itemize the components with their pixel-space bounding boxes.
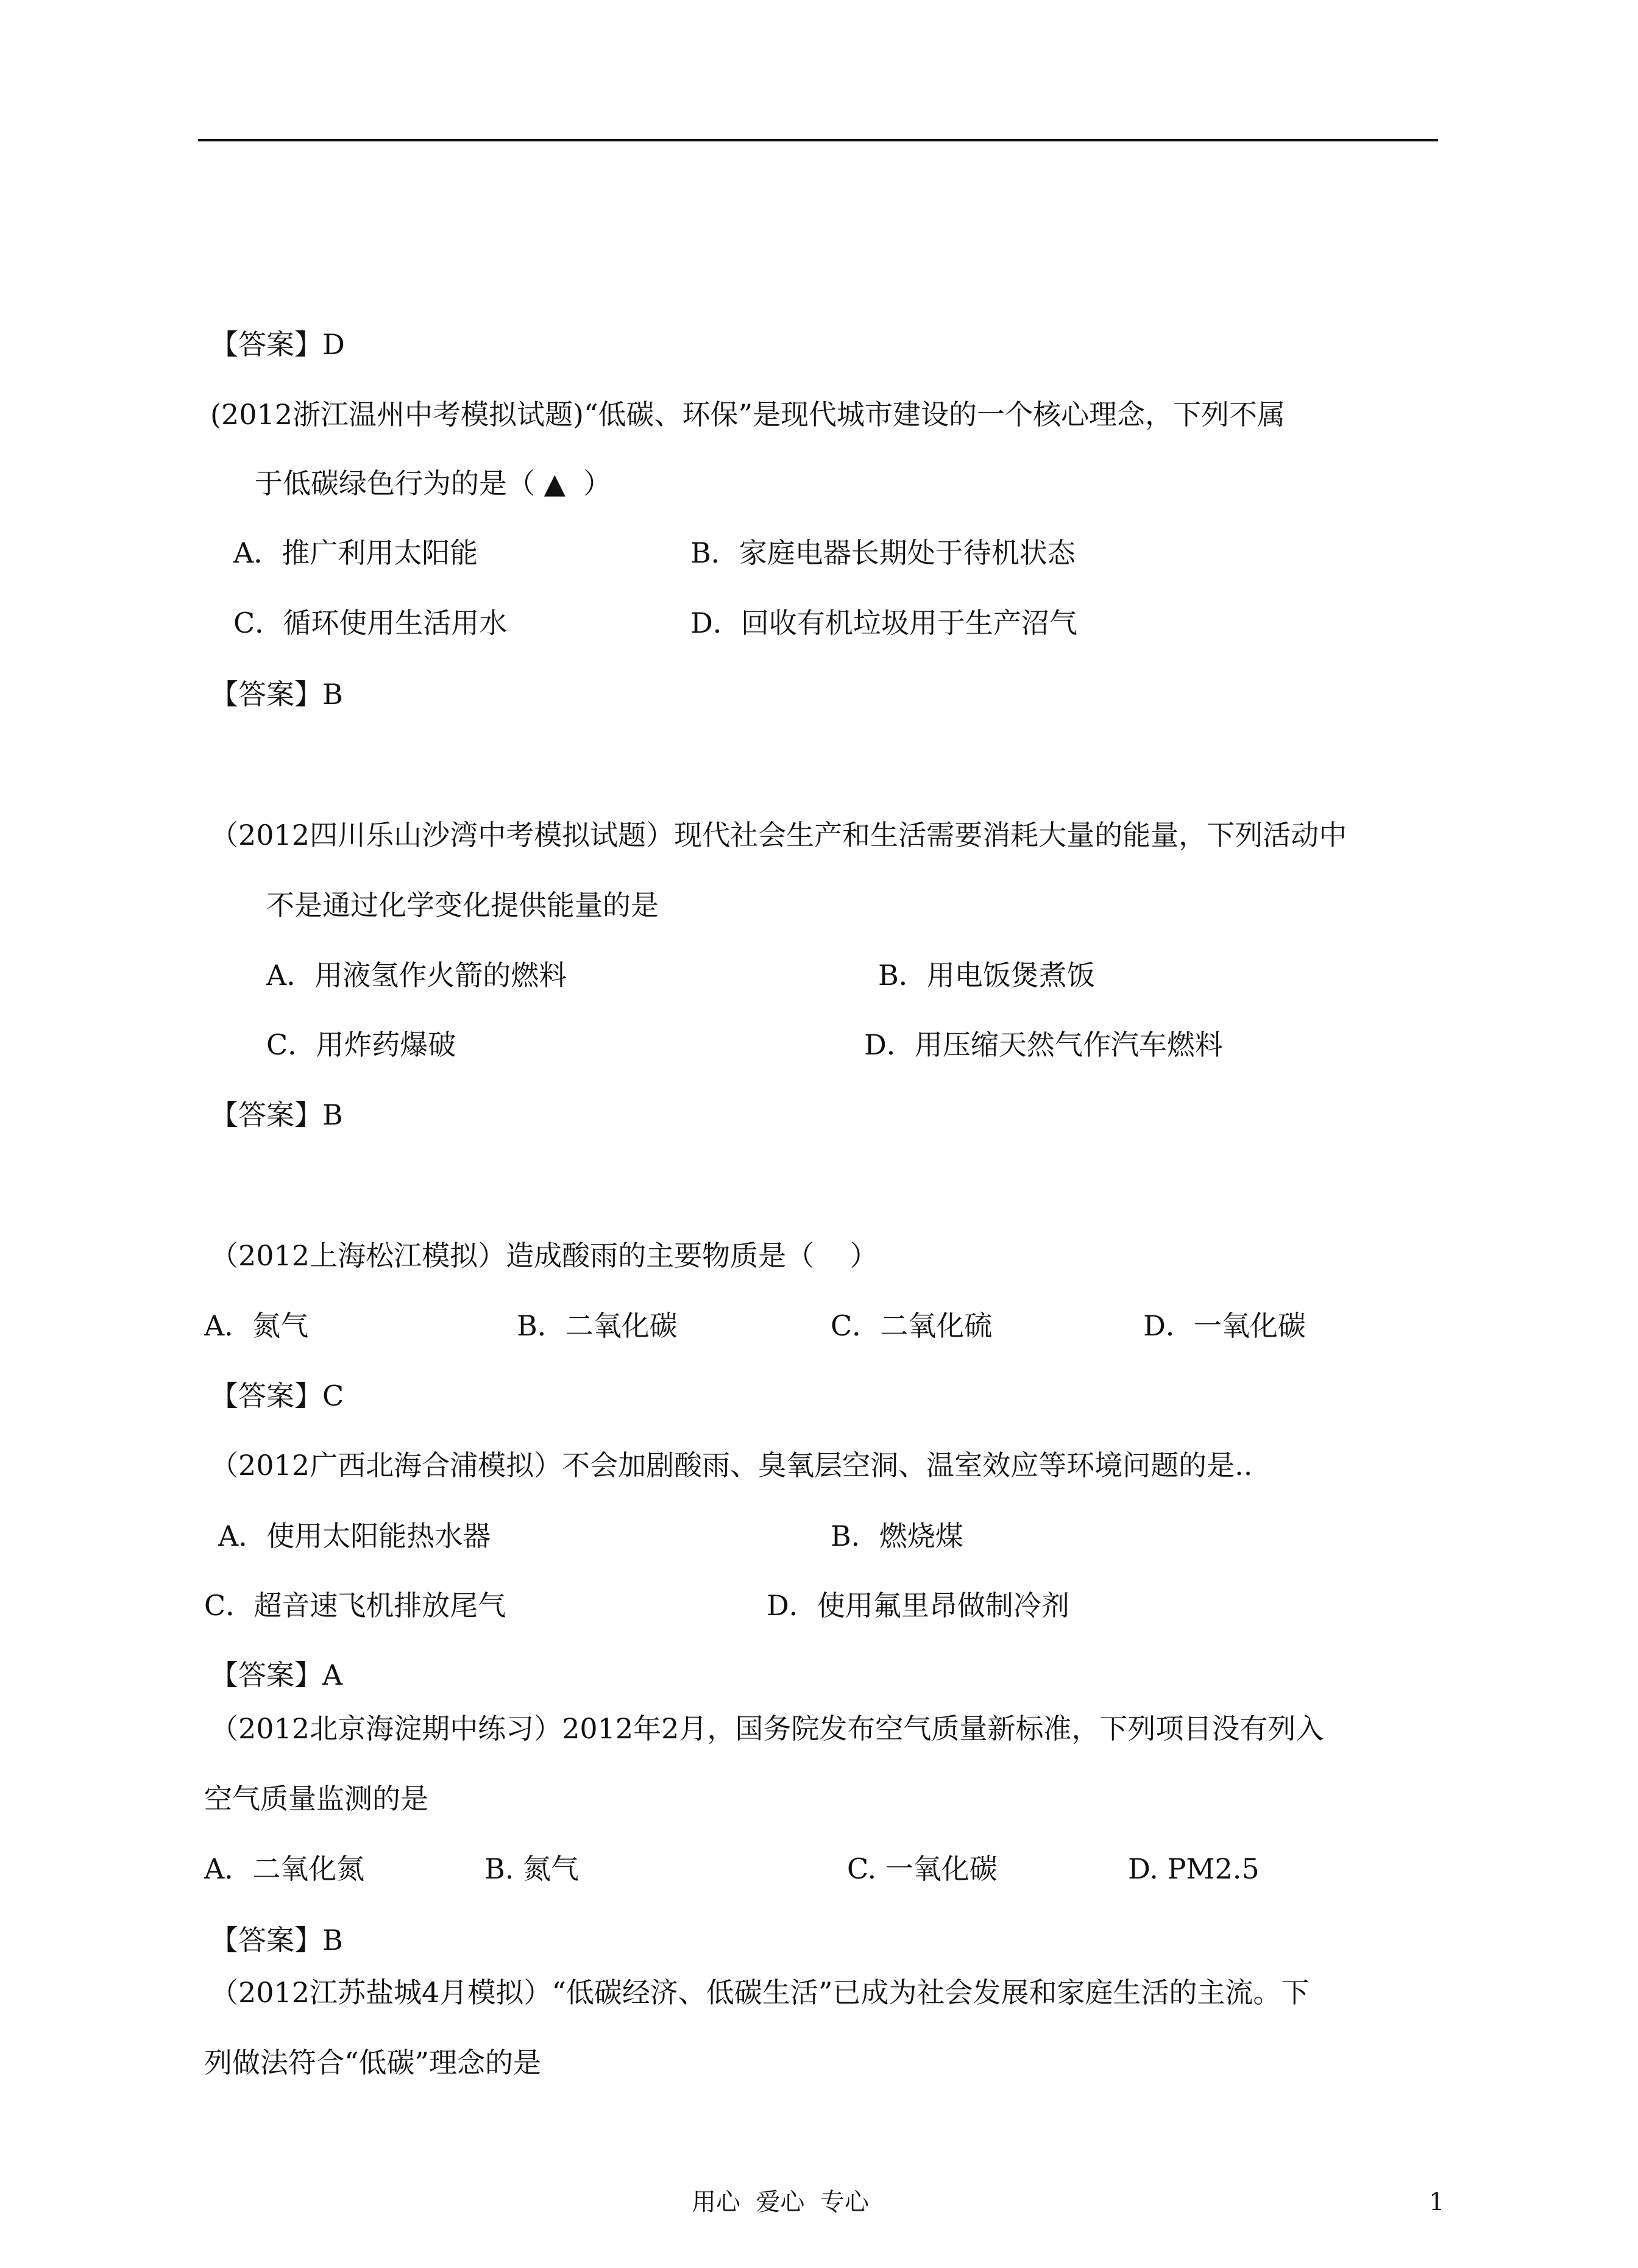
question-5-option-c: C. 一氧化碳 <box>847 1852 998 1885</box>
question-3-option-d: D．一氧化碳 <box>1143 1309 1306 1342</box>
question-4-option-c: C．超音速飞机排放尾气 <box>204 1589 506 1622</box>
page-number: 1 <box>1429 2188 1445 2216</box>
question-6-stem-line-1: （2012江苏盐城4月模拟）“低碳经济、低碳生活”已成为社会发展和家庭生活的主流。下 <box>210 1976 1310 2009</box>
question-2-stem-line-1: （2012四川乐山沙湾中考模拟试题）现代社会生产和生活需要消耗大量的能量，下列活动中 <box>210 819 1347 851</box>
question-2-option-a: A．用液氢作火箭的燃料 <box>266 959 567 992</box>
question-3-option-a: A．氮气 <box>204 1309 309 1342</box>
answer-6: 【答案】B <box>210 1924 343 1957</box>
question-1-option-d: D．回收有机垃圾用于生产沼气 <box>690 606 1077 639</box>
question-1-stem-line-2: 于低碳绿色行为的是（ ▲ ） <box>255 467 612 500</box>
answer-3: 【答案】B <box>210 1098 343 1131</box>
answer-1: 【答案】D <box>210 328 345 361</box>
question-1-option-a: A．推广利用太阳能 <box>233 536 478 569</box>
footer-motto: 用心 爱心 专心 <box>692 2188 869 2216</box>
header-rule <box>198 139 1438 141</box>
question-2-stem-line-2: 不是通过化学变化提供能量的是 <box>266 889 659 922</box>
answer-4: 【答案】C <box>210 1379 344 1412</box>
question-1-option-c: C．循环使用生活用水 <box>233 606 508 639</box>
question-5-option-b: B. 氮气 <box>484 1852 580 1885</box>
question-2-option-c: C．用炸药爆破 <box>266 1028 456 1061</box>
question-5-option-a: A．二氧化氮 <box>204 1852 365 1885</box>
question-6-stem-line-2: 列做法符合“低碳”理念的是 <box>204 2046 542 2079</box>
question-3-option-c: C．二氧化硫 <box>831 1309 993 1342</box>
answer-5: 【答案】A <box>210 1658 343 1691</box>
question-3-option-b: B．二氧化碳 <box>517 1309 678 1342</box>
question-3-stem: （2012上海松江模拟）造成酸雨的主要物质是（ ） <box>210 1239 878 1272</box>
question-4-option-b: B．燃烧煤 <box>831 1520 963 1552</box>
question-2-option-d: D．用压缩天然气作汽车燃料 <box>864 1028 1223 1061</box>
question-2-option-b: B．用电饭煲煮饭 <box>878 959 1095 992</box>
answer-2: 【答案】B <box>210 678 343 711</box>
question-5-stem-line-1: （2012北京海淀期中练习）2012年2月，国务院发布空气质量新标准，下列项目没有列入 <box>210 1712 1324 1745</box>
question-4-stem: （2012广西北海合浦模拟）不会加剧酸雨、臭氧层空洞、温室效应等环境问题的是.. <box>210 1449 1253 1482</box>
question-5-stem-line-2: 空气质量监测的是 <box>204 1782 428 1815</box>
question-4-option-a: A．使用太阳能热水器 <box>218 1520 491 1552</box>
question-5-option-d: D. PM2.5 <box>1128 1852 1260 1885</box>
question-1-stem-line-1: (2012浙江温州中考模拟试题)“低碳、环保”是现代城市建设的一个核心理念，下列不属 <box>210 398 1285 431</box>
question-4-option-d: D．使用氟里昂做制冷剂 <box>767 1589 1069 1622</box>
question-1-option-b: B．家庭电器长期处于待机状态 <box>690 536 1076 569</box>
